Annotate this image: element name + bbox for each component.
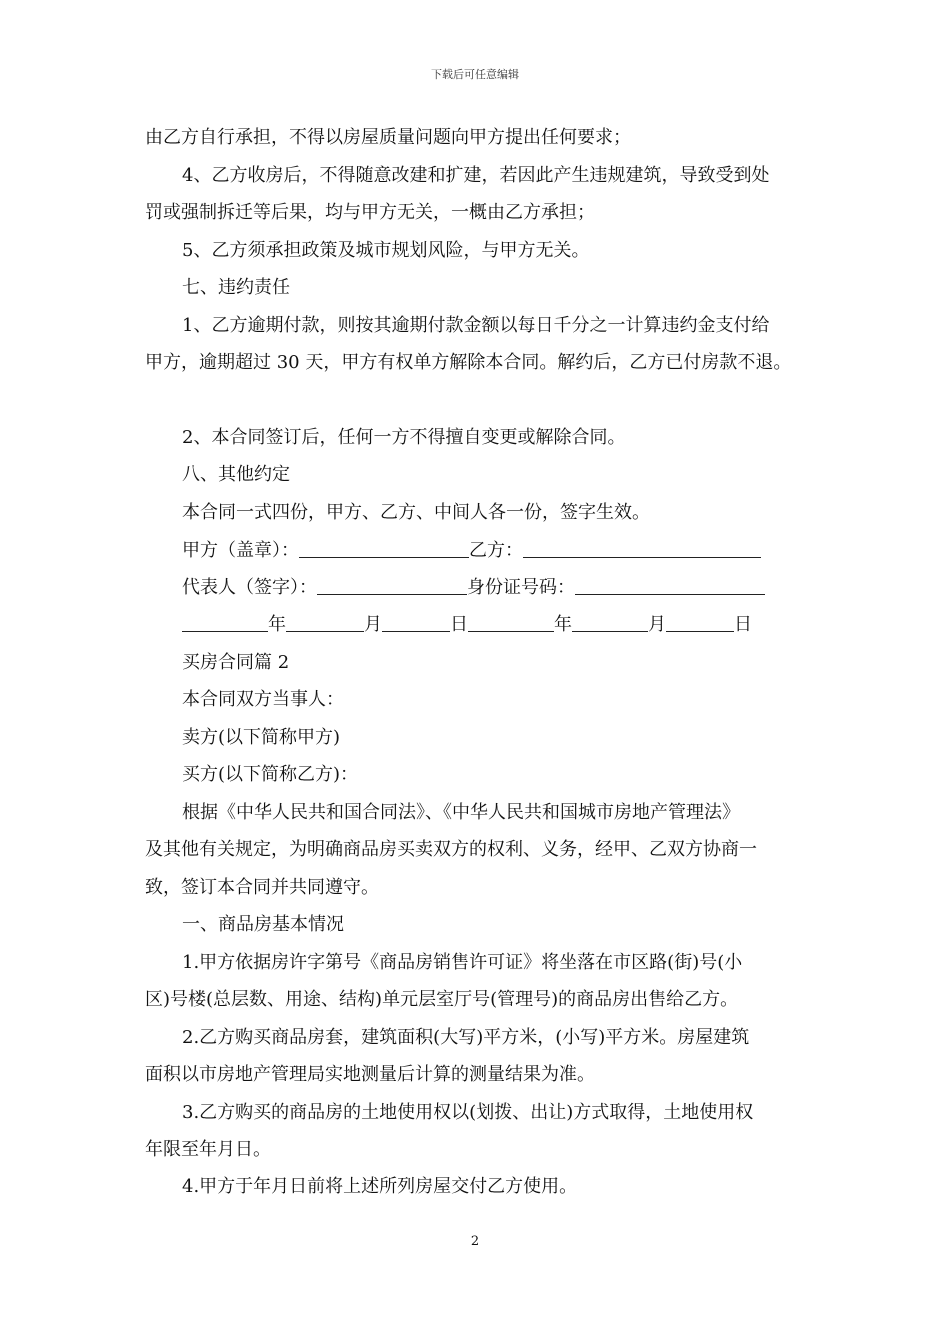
party-b-blank[interactable] — [523, 539, 761, 558]
paragraph-line: 1.甲方依据房许字第号《商品房销售许可证》将坐落在市区路(街)号(小 — [182, 952, 743, 973]
paragraph-line: 本合同双方当事人： — [182, 689, 344, 710]
year-label: 年 — [554, 614, 572, 635]
page-header: 下载后可任意编辑 — [431, 68, 519, 81]
paragraph-line: 根据《中华人民共和国合同法》、《中华人民共和国城市房地产管理法》 — [182, 802, 740, 823]
day-blank[interactable] — [382, 613, 450, 632]
section-heading: 七、违约责任 — [182, 277, 290, 298]
paragraph-line: 致，签订本合同并共同遵守。 — [145, 877, 379, 898]
day-label: 日 — [734, 614, 752, 635]
party-b-label: 乙方： — [469, 540, 523, 561]
day-label: 日 — [450, 614, 468, 635]
paragraph-line: 罚或强制拆迁等后果，均与甲方无关，一概由乙方承担； — [145, 202, 595, 223]
year-blank[interactable] — [182, 613, 268, 632]
paragraph-line: 由乙方自行承担，不得以房屋质量问题向甲方提出任何要求； — [145, 127, 631, 148]
party-a-blank[interactable] — [299, 539, 469, 558]
signature-row-dates — [182, 613, 752, 637]
paragraph-line: 买方(以下简称乙方)： — [182, 764, 359, 785]
paragraph-line: 甲方，逾期超过 30 天，甲方有权单方解除本合同。解约后，乙方已付房款不退。 — [145, 352, 792, 373]
year-label: 年 — [268, 614, 286, 635]
paragraph-line: 面积以市房地产管理局实地测量后计算的测量结果为准。 — [145, 1064, 595, 1085]
section-title: 买房合同篇 2 — [182, 652, 290, 673]
representative-label: 代表人（签字）： — [182, 577, 317, 598]
day-blank[interactable] — [666, 613, 734, 632]
paragraph-line: 卖方(以下简称甲方) — [182, 727, 341, 748]
paragraph-line: 及其他有关规定，为明确商品房买卖双方的权利、义务，经甲、乙双方协商一 — [145, 839, 757, 860]
paragraph-line: 4、乙方收房后，不得随意改建和扩建，若因此产生违规建筑，导致受到处 — [182, 165, 770, 186]
paragraph-line: 3.乙方购买的商品房的土地使用权以(划拨、出让)方式取得，土地使用权 — [182, 1102, 754, 1123]
page-number: 2 — [470, 1234, 480, 1249]
month-label: 月 — [364, 614, 382, 635]
paragraph-line: 2.乙方购买商品房套，建筑面积(大写)平方米，(小写)平方米。房屋建筑 — [182, 1027, 750, 1048]
paragraph-line: 5、乙方须承担政策及城市规划风险，与甲方无关。 — [182, 240, 590, 261]
paragraph-line: 4.甲方于年月日前将上述所列房屋交付乙方使用。 — [182, 1176, 578, 1197]
month-blank[interactable] — [572, 613, 648, 632]
paragraph-line: 1、乙方逾期付款，则按其逾期付款金额以每日千分之一计算违约金支付给 — [182, 315, 770, 336]
representative-blank[interactable] — [317, 576, 467, 595]
section-heading: 一、商品房基本情况 — [182, 914, 344, 935]
month-blank[interactable] — [286, 613, 364, 632]
paragraph-line: 本合同一式四份，甲方、乙方、中间人各一份，签字生效。 — [182, 502, 650, 523]
id-number-label: 身份证号码： — [467, 577, 575, 598]
year-blank[interactable] — [468, 613, 554, 632]
signature-row-representative — [182, 576, 765, 600]
month-label: 月 — [648, 614, 666, 635]
paragraph-line: 年限至年月日。 — [145, 1139, 271, 1160]
section-heading: 八、其他约定 — [182, 464, 290, 485]
id-number-blank[interactable] — [575, 576, 765, 595]
signature-row-parties — [182, 539, 761, 563]
paragraph-line: 区)号楼(总层数、用途、结构)单元层室厅号(管理号)的商品房出售给乙方。 — [145, 989, 739, 1010]
paragraph-line: 2、本合同签订后，任何一方不得擅自变更或解除合同。 — [182, 427, 626, 448]
party-a-label: 甲方（盖章）： — [182, 540, 299, 561]
